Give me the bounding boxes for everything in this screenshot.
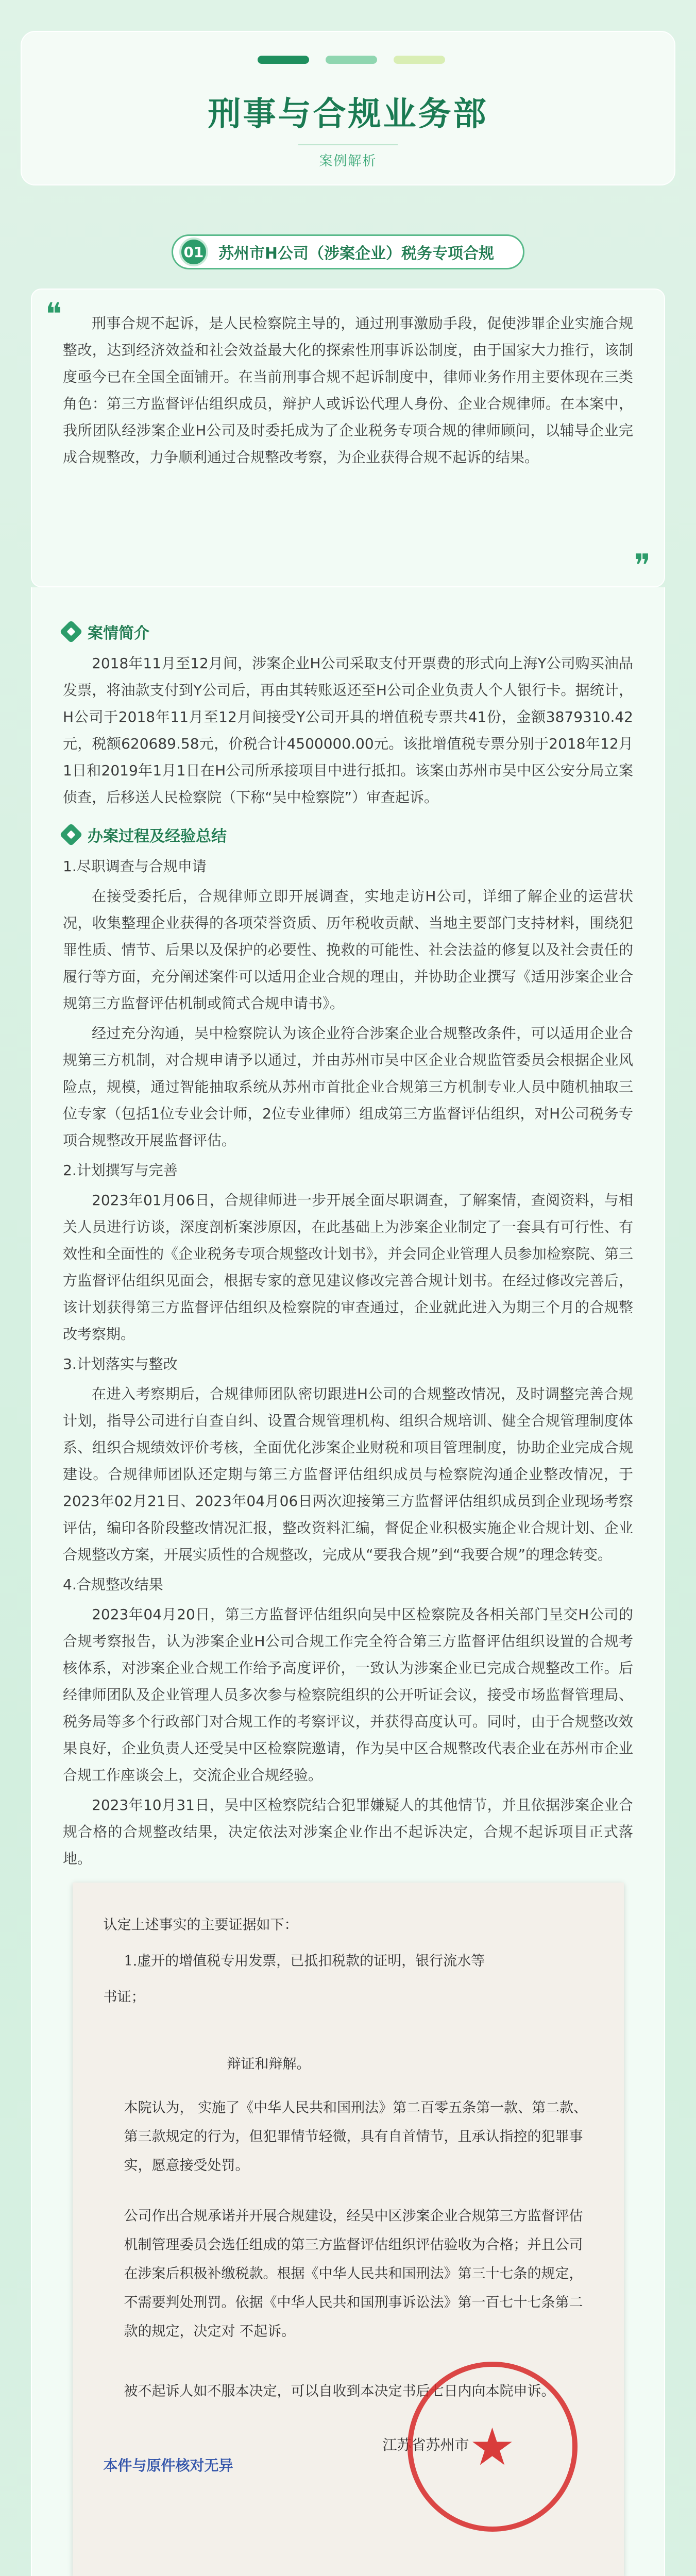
process-step-heading: 3.计划落实与整改 [63, 1355, 178, 1372]
process-paragraph: 2023年04月20日，第三方监督评估组织向吴中区检察院及各相关部门呈交H公司的合规考察报告，认为涉案企业H公司合规工作完全符合第三方监督评估组织设置的合规考核体系，对涉案企业合规工作给予高度评价，一致认为涉案企业已完成合规整改工作。后经律师团队及企业管理人员多次参与检察院组织的公开听证会议，接受市场监督管理局、税务局等多个行政部门对合规工作的考察评议，并获得高度认可。同时，由于合规整改效果良好，企业负责人还受吴中区检察院邀请，作为吴中区合规整改代表企业在苏州市企业合规工作座谈会上，交流企业合规经验。 [63, 1606, 633, 1784]
decorative-bars [258, 56, 445, 64]
doc-line: 被不起诉人如不服本决定，可以自收到本决定书后七日内向本院申诉。 [124, 2383, 555, 2399]
non-prosecution-document-photo [73, 1883, 624, 2576]
process-step-heading: 1.尽职调查与合规申请 [63, 858, 207, 875]
process-heading [63, 823, 633, 846]
doc-line: 本院认为， 实施了《中华人民共和国刑法》第二百零五条第一款、第二款、第三款规定的行为，但犯罪情节轻微，具有自首情节，且承认指控的犯罪事实，愿意接受处罚。 [124, 2100, 588, 2174]
process-step-heading: 2.计划撰写与完善 [63, 1162, 178, 1179]
section-number: 01 [179, 238, 208, 266]
process-paragraph: 2023年10月31日，吴中区检察院结合犯罪嫌疑人的其他情节，并且依据涉案企业合规合格的合规整改结果，决定依法对涉案企业作出不起诉决定，合规不起诉项目正式落地。 [63, 1797, 633, 1867]
section-label: 苏州市H公司（涉案企业）税务专项合规 [218, 245, 495, 263]
court-seal [408, 2362, 578, 2532]
doc-line: 辩证和辩解。 [227, 2056, 311, 2072]
doc-line: 认定上述事实的主要证据如下： [103, 1917, 298, 1933]
diamond-icon [59, 620, 82, 643]
decorative-bar [394, 56, 445, 64]
open-quote-icon: ❝ [45, 296, 62, 332]
doc-line: 公司作出合规承诺并开展合规建设，经吴中区涉案企业合规第三方监督评估机制管理委员会选任组成的第三方监督评估组织评估验收为合格；并且公司在涉案后积极补缴税款。根据《中华人民共和国刑法》第三十七条的规定，不需要判处刑罚。依据《中华人民共和国刑事诉讼法》第一百七十七条第二款的规定，决定对 不起诉。 [124, 2208, 583, 2340]
case-summary-heading [63, 620, 633, 643]
decorative-bar [326, 56, 377, 64]
process-paragraph: 在接受委托后，合规律师立即开展调查，实地走访H公司，详细了解企业的运营状况，收集整理企业获得的各项荣誉资质、历年税收贡献、当地主要部门支持材料，围绕犯罪性质、情节、后果以及保护的必要性、挽救的可能性、社会法益的修复以及社会责任的履行等方面，充分阐述案件可以适用企业合规的理由，并协助企业撰写《适用涉案企业合规第三方监督评估机制或简式合规申请书》。 [63, 888, 633, 1012]
seal-star-icon: ★ [469, 2416, 516, 2477]
process-paragraph: 经过充分沟通，吴中检察院认为该企业符合涉案企业合规整改条件，可以适用企业合规第三方机制，对合规申请予以通过，并由苏州市吴中区企业合规监管委员会根据企业风险点，规模，通过智能抽取系统从苏州市首批企业合规第三方机制专业人员中随机抽取三位专家（包括1位专业会计师，2位专业律师）组成第三方监督评估组织，对H公司税务专项合规整改开展监督评估。 [63, 1025, 633, 1149]
section-pill [172, 234, 524, 269]
doc-court-name: 江苏省苏州市 [382, 2436, 469, 2453]
intro-card [31, 289, 665, 587]
main-card [31, 587, 665, 2576]
page-subtitle: 案例解析 [298, 144, 397, 170]
page-title: 刑事与合规业务部 [208, 95, 488, 133]
case-summary-title: 案情简介 [88, 624, 149, 642]
doc-line: 书证； [103, 1989, 145, 2005]
process-paragraph: 2023年01月06日，合规律师进一步开展全面尽职调查，了解案情，查阅资料，与相关人员进行访谈，深度剖析案涉原因，在此基础上为涉案企业制定了一套具有可行性、有效性和全面性的《企业税务专项合规整改计划书》，并会同企业管理人员参加检察院、第三方监督评估组织见面会，根据专家的意见建议修改完善合规计划书。在经过修改完善后，该计划获得第三方监督评估组织及检察院的审查通过，企业就此进入为期三个月的合规整改考察期。 [63, 1192, 633, 1343]
intro-text: 刑事合规不起诉，是人民检察院主导的，通过刑事激励手段，促使涉罪企业实施合规整改，达到经济效益和社会效益最大化的探索性刑事诉讼制度，由于国家大力推行，该制度亟今已在全国全面铺开。在当前刑事合规不起诉制度中，律师业务作用主要体现在三类角色：第三方监督评估组织成员，辩护人或诉讼代理人身份、企业合规律师。在本案中，我所团队经涉案企业H公司及时委托成为了企业税务专项合规的律师顾问，以辅导企业完成合规整改，力争顺利通过合规整改考察，为企业获得合规不起诉的结果。 [63, 315, 633, 466]
doc-stamp-text: 本件与原件核对无异 [103, 2457, 233, 2474]
doc-line: 1.虚开的增值税专用发票，已抵扣税款的证明，银行流水等 [124, 1953, 485, 1969]
section-header-01 [0, 234, 696, 269]
case-summary-text: 2018年11月至12月间，涉案企业H公司采取支付开票费的形式向上海Y公司购买油品发票，将油款支付到Y公司后，再由其转账返还至H公司企业负责人个人银行卡。据统计，H公司于2018年11月至12月间接受Y公司开具的增值税专票共41份，金额3879310.42元，税额620689.58元，价税合计4500000.00元。该批增值税专票分别于2018年12月1日和2019年1月1日在H公司所承接项目中进行抵扣。该案由苏州市吴中区公安分局立案侦查，后移送人民检察院（下称“吴中检察院”）审查起诉。 [63, 655, 633, 806]
process-paragraph: 在进入考察期后，合规律师团队密切跟进H公司的合规整改情况，及时调整完善合规计划，指导公司进行自查自纠、设置合规管理机构、组织合规培训、健全合规管理制度体系、组织合规绩效评价考核，全面优化涉案企业财税和项目管理制度，协助企业完成合规建设。合规律师团队还定期与第三方监督评估组织成员与检察院沟通企业整改情况，于2023年02月21日、2023年04月06日两次迎接第三方监督评估组织成员到企业现场考察评估，编印各阶段整改情况汇报，整改资料汇编，督促企业积极实施企业合规计划、企业合规整改方案，开展实质性的合规整改，完成从“要我合规”到“我要合规”的理念转变。 [63, 1385, 633, 1563]
process-step-heading: 4.合规整改结果 [63, 1576, 163, 1593]
subtitle-wrap [0, 144, 696, 170]
decorative-bar [258, 56, 309, 64]
diamond-icon [59, 823, 82, 846]
process-title: 办案过程及经验总结 [88, 827, 227, 845]
close-quote-icon: ❞ [634, 548, 651, 584]
